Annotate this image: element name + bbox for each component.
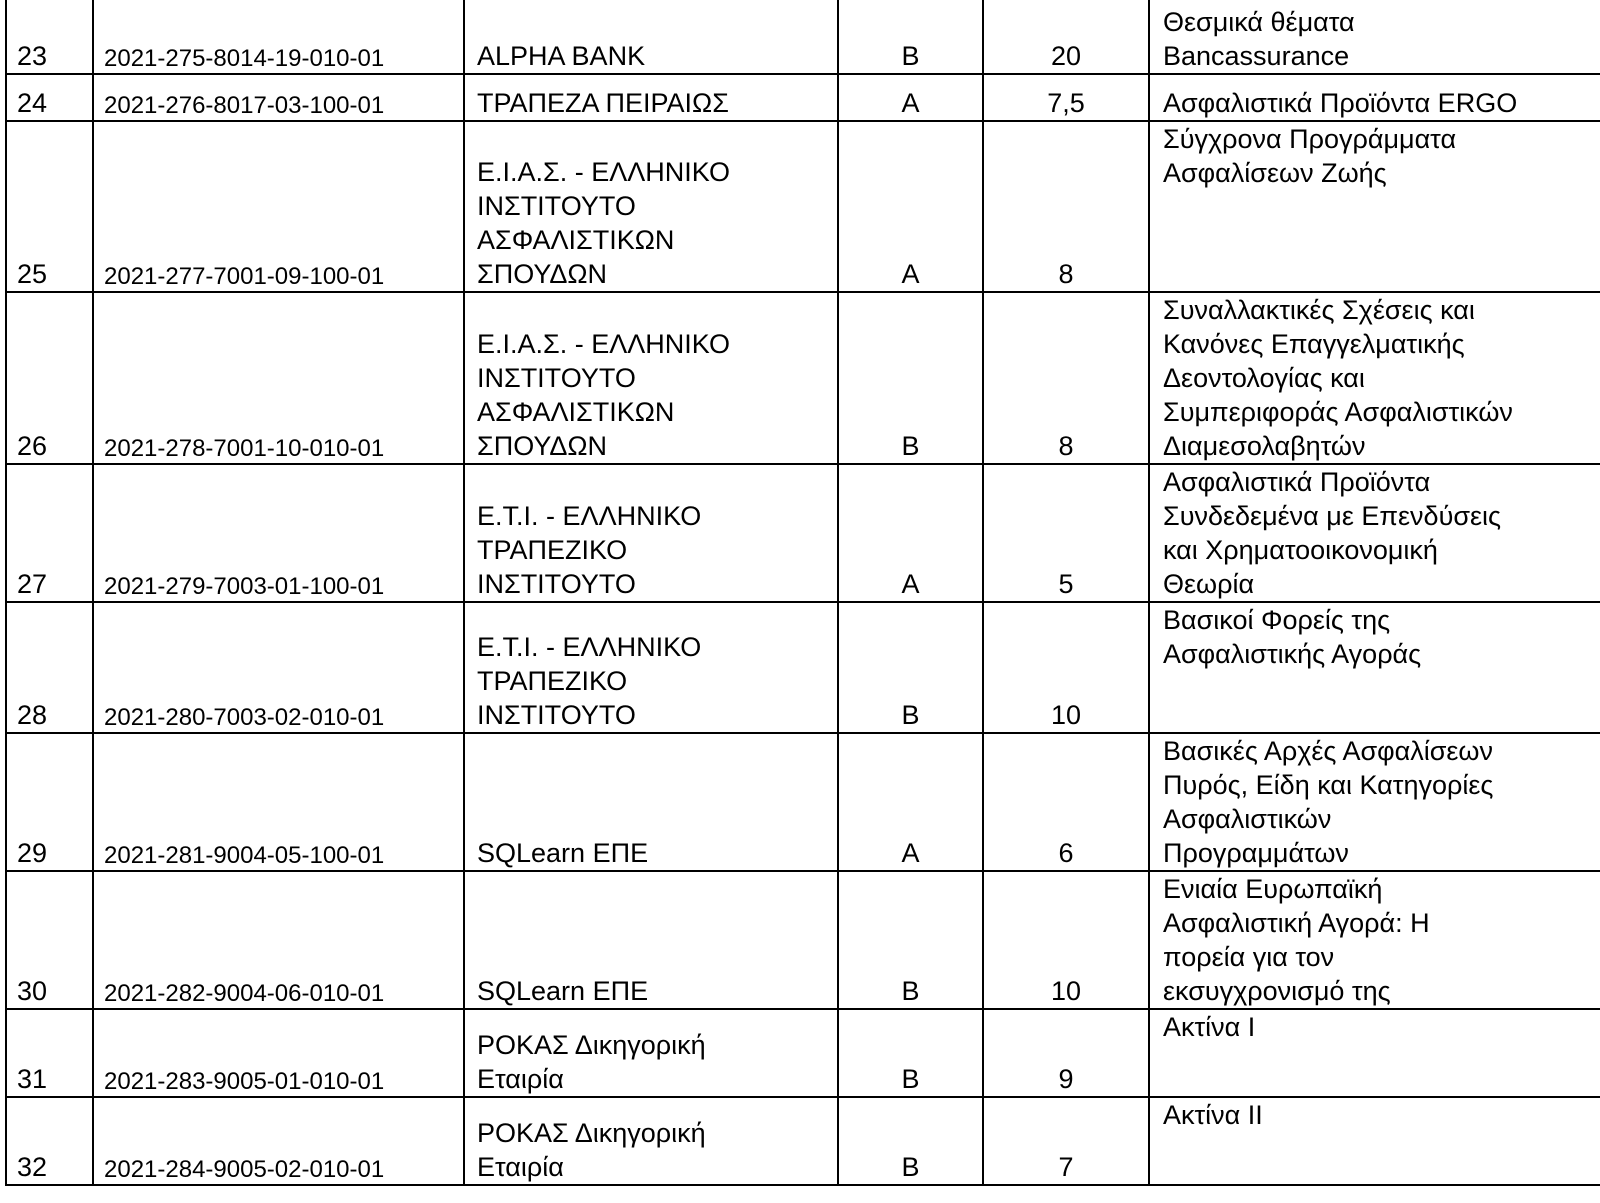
table-row (6, 464, 1600, 602)
row-number-cell (6, 292, 93, 464)
table-row (6, 1097, 1600, 1185)
row-number-cell (6, 0, 93, 74)
category-cell (838, 121, 983, 292)
category-cell (838, 0, 983, 74)
row-number-cell (6, 74, 93, 121)
table-row (6, 121, 1600, 292)
row-number-text: 26 (17, 431, 48, 461)
category-text: A (901, 838, 920, 868)
provider-cell (464, 74, 838, 121)
category-text: B (901, 41, 920, 71)
program-code-cell (93, 464, 464, 602)
table-row (6, 292, 1600, 464)
provider-text: ALPHA BANK (477, 41, 646, 71)
program-code-cell (93, 74, 464, 121)
provider-text: ΡΟΚΑΣ Δικηγορική Εταιρία (477, 1118, 706, 1182)
row-number-text: 27 (17, 569, 48, 599)
program-code-text: 2021-276-8017-03-100-01 (104, 92, 385, 119)
hours-cell (983, 0, 1149, 74)
hours-cell (983, 602, 1149, 733)
category-text: B (901, 700, 920, 730)
row-number-text: 28 (17, 700, 48, 730)
table-row (6, 0, 1600, 74)
program-code-cell (93, 871, 464, 1009)
provider-text: ΡΟΚΑΣ Δικηγορική Εταιρία (477, 1030, 706, 1094)
program-code-text: 2021-280-7003-02-010-01 (104, 704, 385, 731)
program-code-text: 2021-275-8014-19-010-01 (104, 45, 385, 72)
seminar-title-text: Βασικοί Φορείς της Ασφαλιστικής Αγοράς (1163, 605, 1422, 669)
provider-cell (464, 121, 838, 292)
row-number-cell (6, 733, 93, 871)
row-number-cell (6, 871, 93, 1009)
hours-cell (983, 464, 1149, 602)
program-code-text: 2021-284-9005-02-010-01 (104, 1156, 385, 1183)
table-row (6, 871, 1600, 1009)
category-text: A (901, 88, 920, 118)
table-row (6, 74, 1600, 121)
hours-cell (983, 871, 1149, 1009)
provider-cell (464, 0, 838, 74)
category-cell (838, 464, 983, 602)
row-number-text: 31 (17, 1064, 48, 1094)
seminar-title-text: Βασικές Αρχές Ασφαλίσεων Πυρός, Είδη και Κατηγορίες Ασφαλιστικών Προγραμμάτων (1163, 736, 1494, 868)
program-code-cell (93, 733, 464, 871)
provider-cell (464, 871, 838, 1009)
hours-text: 10 (1050, 700, 1082, 730)
seminar-title-cell (1149, 292, 1600, 464)
table-row (6, 1009, 1600, 1097)
row-number-text: 30 (17, 976, 48, 1006)
category-text: B (901, 1064, 920, 1094)
table-row (6, 602, 1600, 733)
program-code-text: 2021-281-9004-05-100-01 (104, 842, 385, 869)
seminar-title-cell (1149, 733, 1600, 871)
category-text: B (901, 1152, 920, 1182)
provider-cell (464, 1097, 838, 1185)
program-code-text: 2021-282-9004-06-010-01 (104, 980, 385, 1007)
hours-text: 7 (1058, 1152, 1074, 1182)
seminar-title-text: Ακτίνα ΙΙ (1163, 1100, 1263, 1130)
provider-text: Ε.Ι.Α.Σ. - ΕΛΛΗΝΙΚΟ ΙΝΣΤΙΤΟΥΤΟ ΑΣΦΑΛΙΣΤΙΚΩΝ ΣΠΟΥΔΩΝ (477, 329, 730, 461)
provider-text: Ε.Ι.Α.Σ. - ΕΛΛΗΝΙΚΟ ΙΝΣΤΙΤΟΥΤΟ ΑΣΦΑΛΙΣΤΙΚΩΝ ΣΠΟΥΔΩΝ (477, 157, 730, 289)
provider-cell (464, 292, 838, 464)
hours-cell (983, 121, 1149, 292)
seminar-title-cell (1149, 1009, 1600, 1097)
seminar-title-cell (1149, 74, 1600, 121)
row-number-cell (6, 602, 93, 733)
program-code-cell (93, 1009, 464, 1097)
category-text: A (901, 259, 920, 289)
hours-cell (983, 74, 1149, 121)
hours-text: 8 (1058, 259, 1074, 289)
provider-cell (464, 733, 838, 871)
seminar-title-cell (1149, 464, 1600, 602)
row-number-text: 24 (17, 88, 48, 118)
hours-text: 10 (1050, 976, 1082, 1006)
hours-cell (983, 1009, 1149, 1097)
row-number-text: 25 (17, 259, 48, 289)
table-row (6, 733, 1600, 871)
provider-text: SQLearn ΕΠΕ (477, 838, 649, 868)
category-text: B (901, 431, 920, 461)
row-number-cell (6, 121, 93, 292)
category-text: B (901, 976, 920, 1006)
row-number-cell (6, 1009, 93, 1097)
program-code-cell (93, 121, 464, 292)
seminar-title-text: Συναλλακτικές Σχέσεις και Κανόνες Επαγγελματικής Δεοντολογίας και Συμπεριφοράς Ασφαλιστικών Διαμεσολαβητών (1163, 295, 1513, 461)
category-text: A (901, 569, 920, 599)
program-code-text: 2021-283-9005-01-010-01 (104, 1068, 385, 1095)
provider-text: SQLearn ΕΠΕ (477, 976, 649, 1006)
provider-text: ΤΡΑΠΕΖΑ ΠΕΙΡΑΙΩΣ (477, 88, 729, 118)
seminar-title-text: Ακτίνα Ι (1163, 1012, 1256, 1042)
hours-cell (983, 1097, 1149, 1185)
seminar-title-text: Σύγχρονα Προγράμματα Ασφαλίσεων Ζωής (1163, 124, 1457, 188)
seminar-title-cell (1149, 121, 1600, 292)
hours-cell (983, 733, 1149, 871)
category-cell (838, 871, 983, 1009)
row-number-cell (6, 1097, 93, 1185)
provider-cell (464, 1009, 838, 1097)
seminar-title-cell (1149, 1097, 1600, 1185)
seminar-title-cell (1149, 871, 1600, 1009)
seminar-title-text: Θεσμικά θέματα Bancassurance (1163, 7, 1355, 71)
provider-text: Ε.Τ.Ι. - ΕΛΛΗΝΙΚΟ ΤΡΑΠΕΖΙΚΟ ΙΝΣΤΙΤΟΥΤΟ (477, 501, 702, 599)
row-number-text: 32 (17, 1152, 48, 1182)
program-code-cell (93, 292, 464, 464)
seminars-table (5, 0, 1600, 1186)
hours-text: 5 (1058, 569, 1074, 599)
category-cell (838, 1009, 983, 1097)
seminar-title-cell (1149, 0, 1600, 74)
program-code-text: 2021-279-7003-01-100-01 (104, 573, 385, 600)
program-code-cell (93, 0, 464, 74)
category-cell (838, 292, 983, 464)
seminar-title-text: Ενιαία Ευρωπαϊκή Ασφαλιστική Αγορά: Η πορεία για τον εκσυγχρονισμό της (1163, 874, 1430, 1006)
program-code-cell (93, 1097, 464, 1185)
program-code-cell (93, 602, 464, 733)
hours-text: 7,5 (1047, 88, 1085, 118)
hours-text: 8 (1058, 431, 1074, 461)
row-number-cell (6, 464, 93, 602)
row-number-text: 29 (17, 838, 48, 868)
hours-text: 20 (1050, 41, 1082, 71)
table-body (6, 0, 1600, 1185)
seminar-title-text: Ασφαλιστικά Προϊόντα Συνδεδεμένα με Επενδύσεις και Χρηματοοικονομική Θεωρία (1163, 467, 1502, 599)
provider-text: Ε.Τ.Ι. - ΕΛΛΗΝΙΚΟ ΤΡΑΠΕΖΙΚΟ ΙΝΣΤΙΤΟΥΤΟ (477, 632, 702, 730)
program-code-text: 2021-277-7001-09-100-01 (104, 263, 385, 290)
category-cell (838, 74, 983, 121)
hours-cell (983, 292, 1149, 464)
category-cell (838, 1097, 983, 1185)
row-number-text: 23 (17, 41, 48, 71)
seminar-title-cell (1149, 602, 1600, 733)
category-cell (838, 733, 983, 871)
provider-cell (464, 602, 838, 733)
hours-text: 9 (1058, 1064, 1074, 1094)
hours-text: 6 (1058, 838, 1074, 868)
category-cell (838, 602, 983, 733)
seminar-title-text: Ασφαλιστικά Προϊόντα ERGO (1163, 88, 1518, 118)
program-code-text: 2021-278-7001-10-010-01 (104, 435, 385, 462)
provider-cell (464, 464, 838, 602)
